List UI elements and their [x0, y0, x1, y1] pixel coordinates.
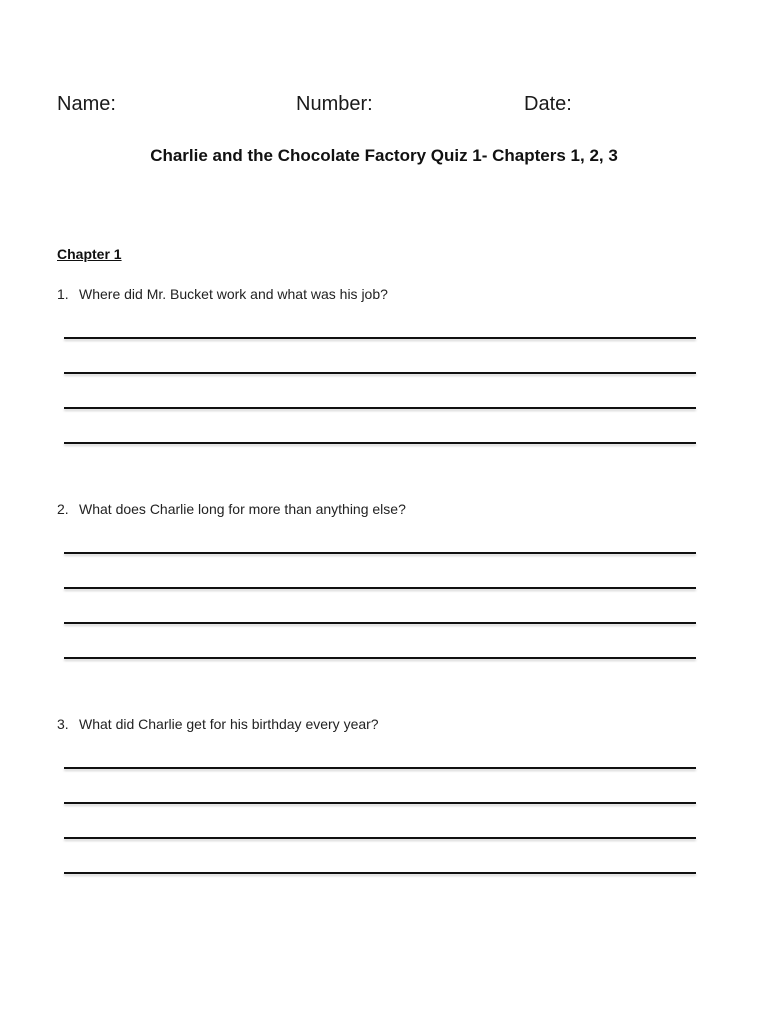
answer-line[interactable] — [64, 552, 696, 554]
question-2-number: 2. — [57, 501, 69, 517]
answer-line[interactable] — [64, 657, 696, 659]
number-label: Number: — [296, 93, 373, 115]
answer-line[interactable] — [64, 587, 696, 589]
question-2-text — [57, 499, 717, 519]
chapter-heading: Chapter 1 — [57, 246, 122, 262]
name-label: Name: — [57, 93, 116, 115]
date-label: Date: — [524, 93, 572, 115]
answer-line[interactable] — [64, 622, 696, 624]
answer-line[interactable] — [64, 337, 696, 339]
question-1-text — [57, 284, 717, 304]
question-2-prompt: What does Charlie long for more than anything else? — [79, 501, 406, 517]
question-3-text — [57, 714, 717, 734]
answer-line[interactable] — [64, 872, 696, 874]
question-3-number: 3. — [57, 716, 69, 732]
answer-line[interactable] — [64, 837, 696, 839]
answer-line[interactable] — [64, 407, 696, 409]
question-1 — [57, 284, 717, 304]
question-3 — [57, 714, 717, 734]
answer-line[interactable] — [64, 442, 696, 444]
question-1-prompt: Where did Mr. Bucket work and what was his job? — [79, 286, 388, 302]
answer-line[interactable] — [64, 767, 696, 769]
question-1-number: 1. — [57, 286, 69, 302]
question-2 — [57, 499, 717, 519]
quiz-title: Charlie and the Chocolate Factory Quiz 1- Chapters 1, 2, 3 — [150, 146, 618, 165]
question-3-prompt: What did Charlie get for his birthday every year? — [79, 716, 379, 732]
answer-line[interactable] — [64, 802, 696, 804]
header-fields — [57, 93, 717, 121]
answer-line[interactable] — [64, 372, 696, 374]
